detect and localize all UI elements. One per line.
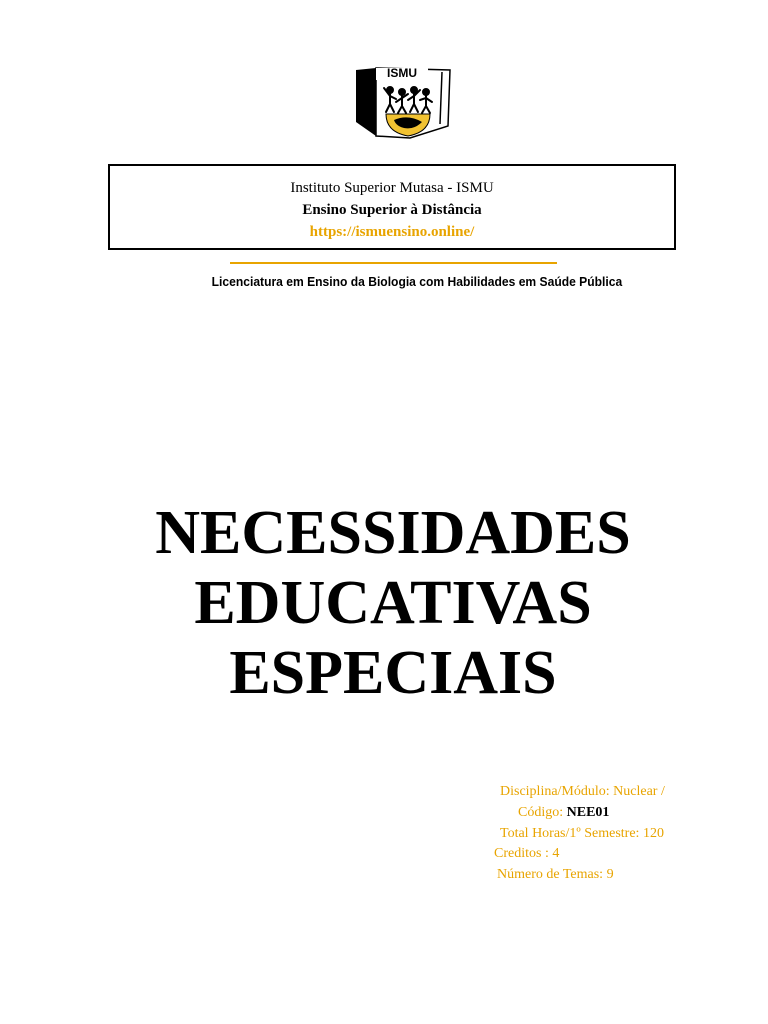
code-label: Código: — [518, 804, 567, 820]
hours-line: Total Horas/1º Semestre: 120 — [500, 825, 664, 841]
gold-divider — [230, 262, 557, 264]
topics-line: Número de Temas: 9 — [497, 867, 614, 883]
institution-mode: Ensino Superior à Distância — [302, 202, 482, 218]
logo-label: ISMU — [387, 66, 417, 80]
discipline-line: Disciplina/Módulo: Nuclear / — [500, 784, 665, 799]
module-details — [490, 782, 760, 886]
code-value: NEE01 — [566, 804, 610, 820]
course-name: Licenciatura em Ensino da Biologia com Habilidades em Saúde Pública — [211, 274, 623, 289]
institution-name: Instituto Superior Mutasa - ISMU — [290, 180, 494, 196]
ismu-logo — [350, 66, 454, 140]
institution-box — [108, 164, 676, 250]
title-line-1: NECESSIDADES — [155, 499, 631, 567]
title-line-3: ESPECIAIS — [229, 639, 557, 707]
title-line-2: EDUCATIVAS — [194, 569, 592, 637]
credits-line: Creditos : 4 — [494, 846, 560, 862]
institution-url-link[interactable]: https://ismuensino.online/ — [309, 224, 475, 240]
document-title — [0, 498, 768, 708]
code-line — [490, 803, 760, 824]
